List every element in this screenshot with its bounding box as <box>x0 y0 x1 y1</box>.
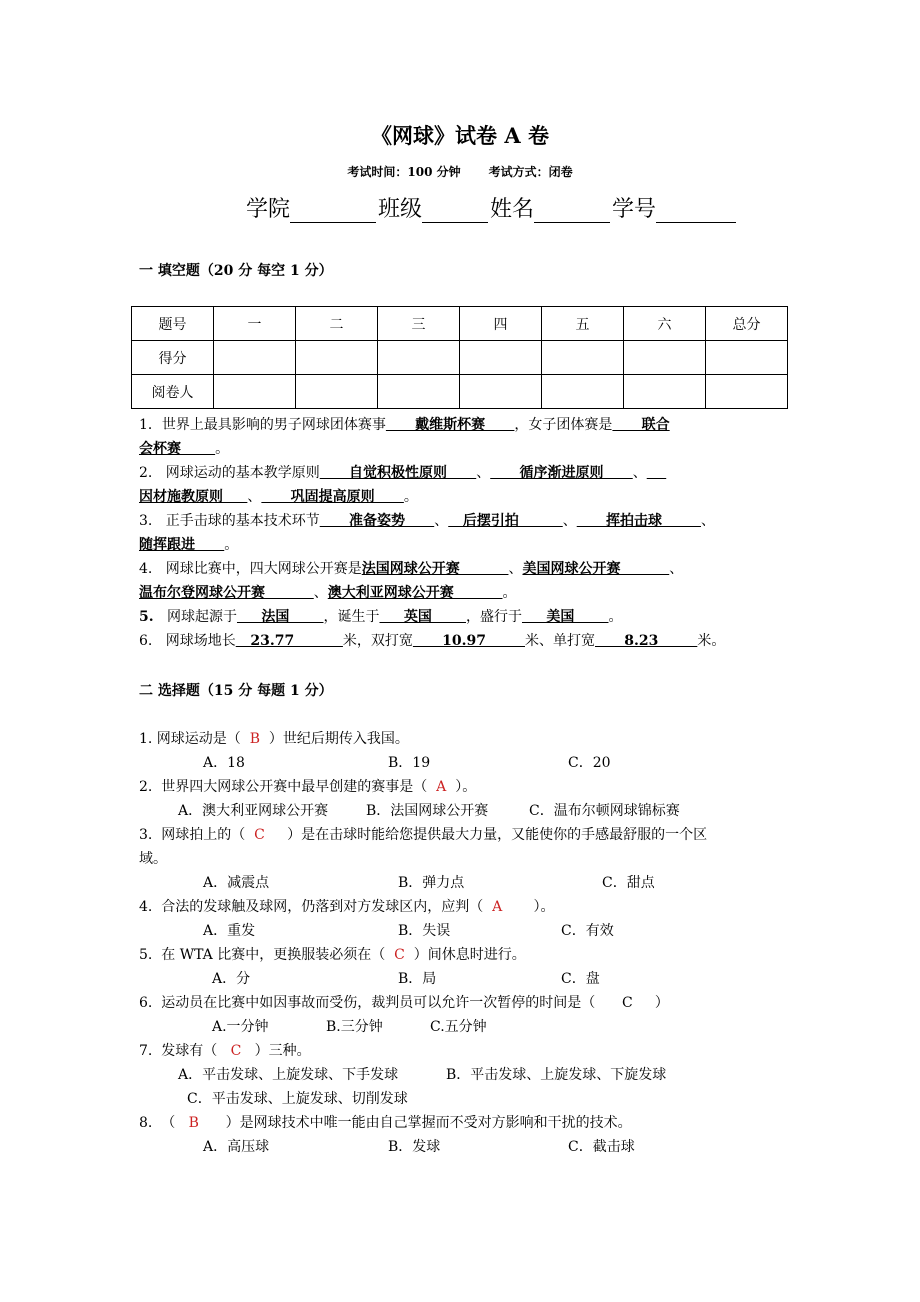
question-text: 6. 运动员在比赛中如因事故而受伤，裁判员可以允许一次暂停的时间是（ C ） <box>139 995 669 1011</box>
score-header-cell: 题号 <box>132 307 214 341</box>
fill-q3-line2 <box>139 534 238 554</box>
answer-text: 自觉积极性原则 <box>319 465 477 481</box>
answer-text: 法国网球公开赛 <box>361 561 509 577</box>
question-text: 、 <box>632 465 647 481</box>
question-text: 、 <box>669 561 684 577</box>
grader-cell[interactable] <box>296 375 378 409</box>
question-text: 、 <box>562 513 577 529</box>
question-text: 4. 网球比赛中，四大网球公开赛是 <box>139 561 362 577</box>
field-class-label: 班级 <box>378 197 423 222</box>
fill-q2-line2 <box>139 486 418 506</box>
answer-text: 联合 <box>612 417 670 433</box>
fill-q1-line2 <box>139 438 229 458</box>
field-name-label: 姓名 <box>490 197 535 222</box>
answer-text: 随挥跟进 <box>139 537 225 553</box>
mc-q1-option: B．19 <box>388 755 431 771</box>
answer-text: 10.97 <box>412 633 525 649</box>
score-header-cell: 总分 <box>706 307 788 341</box>
question-text: ，诞生于 <box>323 609 380 625</box>
question-text: 5. 在 WTA 比赛中，更换服装必须在（ <box>139 947 395 963</box>
mc-q7-option: B．平击发球、上旋发球、下旋发球 <box>446 1067 667 1083</box>
mc-q3-option: B．弹力点 <box>398 875 465 891</box>
score-cell[interactable] <box>460 341 542 375</box>
mc-q3-option: C．甜点 <box>602 875 655 891</box>
question-text: 1．世界上最具影响的男子网球团体赛事 <box>139 417 386 433</box>
question-text: 2. 世界四大网球公开赛中最早创建的赛事是（ <box>139 779 437 795</box>
mc-q1-option: A．18 <box>203 755 245 771</box>
mc-q6-option: B.三分钟 <box>326 1019 383 1035</box>
question-number: 5. <box>139 609 154 625</box>
mc-q3 <box>139 824 707 844</box>
section1-title: 一 填空题（20 分 每空 1 分） <box>139 263 333 279</box>
mc-q7-option: A．平击发球、上旋发球、下手发球 <box>178 1067 399 1083</box>
mc-q4-option: B．失误 <box>398 923 451 939</box>
mc-q5-option: B．局 <box>398 971 437 987</box>
mc-q8-option: C．截击球 <box>568 1139 635 1155</box>
question-text: ）间休息时进行。 <box>404 947 526 963</box>
answer-text: B <box>249 731 261 747</box>
score-header-cell: 六 <box>624 307 706 341</box>
answer-text: 循序渐进原则 <box>490 465 633 481</box>
question-text: 网球起源于 <box>153 609 237 625</box>
grader-cell[interactable] <box>460 375 542 409</box>
score-table <box>131 306 788 409</box>
question-text: 1. 网球运动是（ <box>139 731 250 747</box>
answer-text: 巩固提高原则 <box>261 489 404 505</box>
mc-q5-option: A．分 <box>212 971 251 987</box>
exam-time: 考试时间：100 分钟 <box>347 165 461 179</box>
answer-text: 戴维斯杯赛 <box>385 417 515 433</box>
score-header-cell: 一 <box>214 307 296 341</box>
field-id-blank[interactable] <box>656 198 736 223</box>
question-text: 。 <box>403 489 418 505</box>
fill-q6 <box>139 630 725 650</box>
fill-q1-line1 <box>139 414 670 434</box>
score-cell[interactable] <box>542 341 624 375</box>
fill-q3-line1 <box>139 510 715 530</box>
field-id-label: 学号 <box>612 197 657 222</box>
score-cell[interactable] <box>214 341 296 375</box>
answer-text: C <box>254 827 265 843</box>
answer-text: 澳大利亚网球公开赛 <box>327 585 503 601</box>
mc-q7-option: C．平击发球、上旋发球、切削发球 <box>187 1091 408 1107</box>
answer-text: 法国 <box>236 609 324 625</box>
mc-q3-option: A．减震点 <box>203 875 270 891</box>
score-cell[interactable] <box>378 341 460 375</box>
fill-q2-line1 <box>139 462 666 482</box>
mc-q3-cont: 域。 <box>139 851 167 867</box>
mc-q8-option: A．高压球 <box>203 1139 270 1155</box>
question-text: 3. 正手击球的基本技术环节 <box>139 513 320 529</box>
answer-text: B <box>188 1115 199 1131</box>
mc-q5 <box>139 944 526 964</box>
score-header-cell: 二 <box>296 307 378 341</box>
field-college-label: 学院 <box>246 197 291 222</box>
answer-text: 后摆引拍 <box>448 513 563 529</box>
answer-text: 因材施教原则 <box>139 489 248 505</box>
question-text: ）是在击球时能给您提供最大力量，又能使你的手感最舒服的一个区 <box>264 827 708 843</box>
score-cell[interactable] <box>624 341 706 375</box>
mc-q8 <box>139 1112 632 1132</box>
mc-q6-option: C.五分钟 <box>430 1019 487 1035</box>
question-text: 、 <box>247 489 262 505</box>
mc-q2 <box>139 776 476 796</box>
answer-text: 23.77 <box>235 633 343 649</box>
mc-q8-option: B．发球 <box>388 1139 441 1155</box>
mc-q2-option: B．法国网球公开赛 <box>366 803 489 819</box>
question-text: 米。 <box>697 633 726 649</box>
answer-text: C <box>230 1043 242 1059</box>
answer-text: A <box>436 779 447 795</box>
exam-mode: 考试方式：闭卷 <box>488 165 573 179</box>
question-text: 、 <box>700 513 715 529</box>
grader-cell[interactable] <box>214 375 296 409</box>
mc-q1-option: C．20 <box>568 755 611 771</box>
mc-q4 <box>139 896 554 916</box>
question-text: ）。 <box>446 779 477 795</box>
field-name-blank[interactable] <box>534 198 610 223</box>
mc-q6-option: A.一分钟 <box>212 1019 269 1035</box>
mc-q2-option: C．温布尔顿网球锦标赛 <box>529 803 680 819</box>
question-text: ）。 <box>502 899 555 915</box>
answer-text: 挥拍击球 <box>576 513 701 529</box>
answer-text: 会杯赛 <box>139 441 216 457</box>
question-text: 3. 网球拍上的（ <box>139 827 255 843</box>
mc-q4-option: C．有效 <box>561 923 614 939</box>
fill-q5 <box>139 606 622 626</box>
answer-text: 美国 <box>521 609 609 625</box>
mc-q7 <box>139 1040 311 1060</box>
grader-row-label: 阅卷人 <box>132 375 214 409</box>
score-header-cell: 五 <box>542 307 624 341</box>
question-text: 。 <box>608 609 623 625</box>
question-text: 米、单打宽 <box>525 633 595 649</box>
question-text: 。 <box>502 585 517 601</box>
question-text: 、 <box>508 561 523 577</box>
answer-text: 8.23 <box>595 633 698 649</box>
question-text: 米，双打宽 <box>342 633 413 649</box>
answer-text: 准备姿势 <box>319 513 435 529</box>
mc-q6 <box>139 992 669 1012</box>
grader-cell[interactable] <box>706 375 788 409</box>
question-text: 4. 合法的发球触及球网，仍落到对方发球区内，应判（ <box>139 899 493 915</box>
question-text: ，女子团体赛是 <box>514 417 613 433</box>
grader-cell[interactable] <box>624 375 706 409</box>
answer-text: C <box>394 947 405 963</box>
mc-q2-option: A．澳大利亚网球公开赛 <box>178 803 329 819</box>
answer-text <box>647 465 667 481</box>
question-text: ）是网球技术中唯一能由自己掌握而不受对方影响和干扰的技术。 <box>198 1115 632 1131</box>
question-text: 7. 发球有（ <box>139 1043 231 1059</box>
question-text: ，盛行于 <box>465 609 522 625</box>
answer-text: 英国 <box>379 609 466 625</box>
question-text: 。 <box>215 441 230 457</box>
score-cell[interactable] <box>706 341 788 375</box>
score-header-cell: 三 <box>378 307 460 341</box>
score-row-label: 得分 <box>132 341 214 375</box>
answer-text: A <box>492 899 503 915</box>
question-text: 。 <box>224 537 239 553</box>
mc-q4-option: A．重发 <box>203 923 256 939</box>
mc-q1 <box>139 728 409 748</box>
grader-cell[interactable] <box>378 375 460 409</box>
score-header-cell: 四 <box>460 307 542 341</box>
question-text: ）三种。 <box>241 1043 311 1059</box>
question-text: 、 <box>313 585 328 601</box>
fill-q4-line1 <box>139 558 683 578</box>
score-cell[interactable] <box>296 341 378 375</box>
question-text: 、 <box>434 513 449 529</box>
fill-q4-line2 <box>139 582 517 602</box>
question-text: 6. 网球场地长 <box>139 633 236 649</box>
question-text: 2. 网球运动的基本教学原则 <box>139 465 320 481</box>
grader-row <box>132 375 788 409</box>
score-table-header <box>132 307 788 341</box>
field-class-blank[interactable] <box>422 198 488 223</box>
mc-q5-option: C．盘 <box>561 971 600 987</box>
exam-meta <box>0 163 920 180</box>
section2-title: 二 选择题（15 分 每题 1 分） <box>139 683 333 699</box>
question-text: 、 <box>476 465 491 481</box>
question-text: 8. （ <box>139 1115 189 1131</box>
question-text: ）世纪后期传入我国。 <box>260 731 409 747</box>
student-info <box>246 192 738 223</box>
answer-text: 温布尔登网球公开赛 <box>139 585 314 601</box>
score-row <box>132 341 788 375</box>
grader-cell[interactable] <box>542 375 624 409</box>
field-college-blank[interactable] <box>290 198 376 223</box>
page-title: 《网球》试卷 A 卷 <box>371 123 549 148</box>
answer-text: 美国网球公开赛 <box>522 561 670 577</box>
